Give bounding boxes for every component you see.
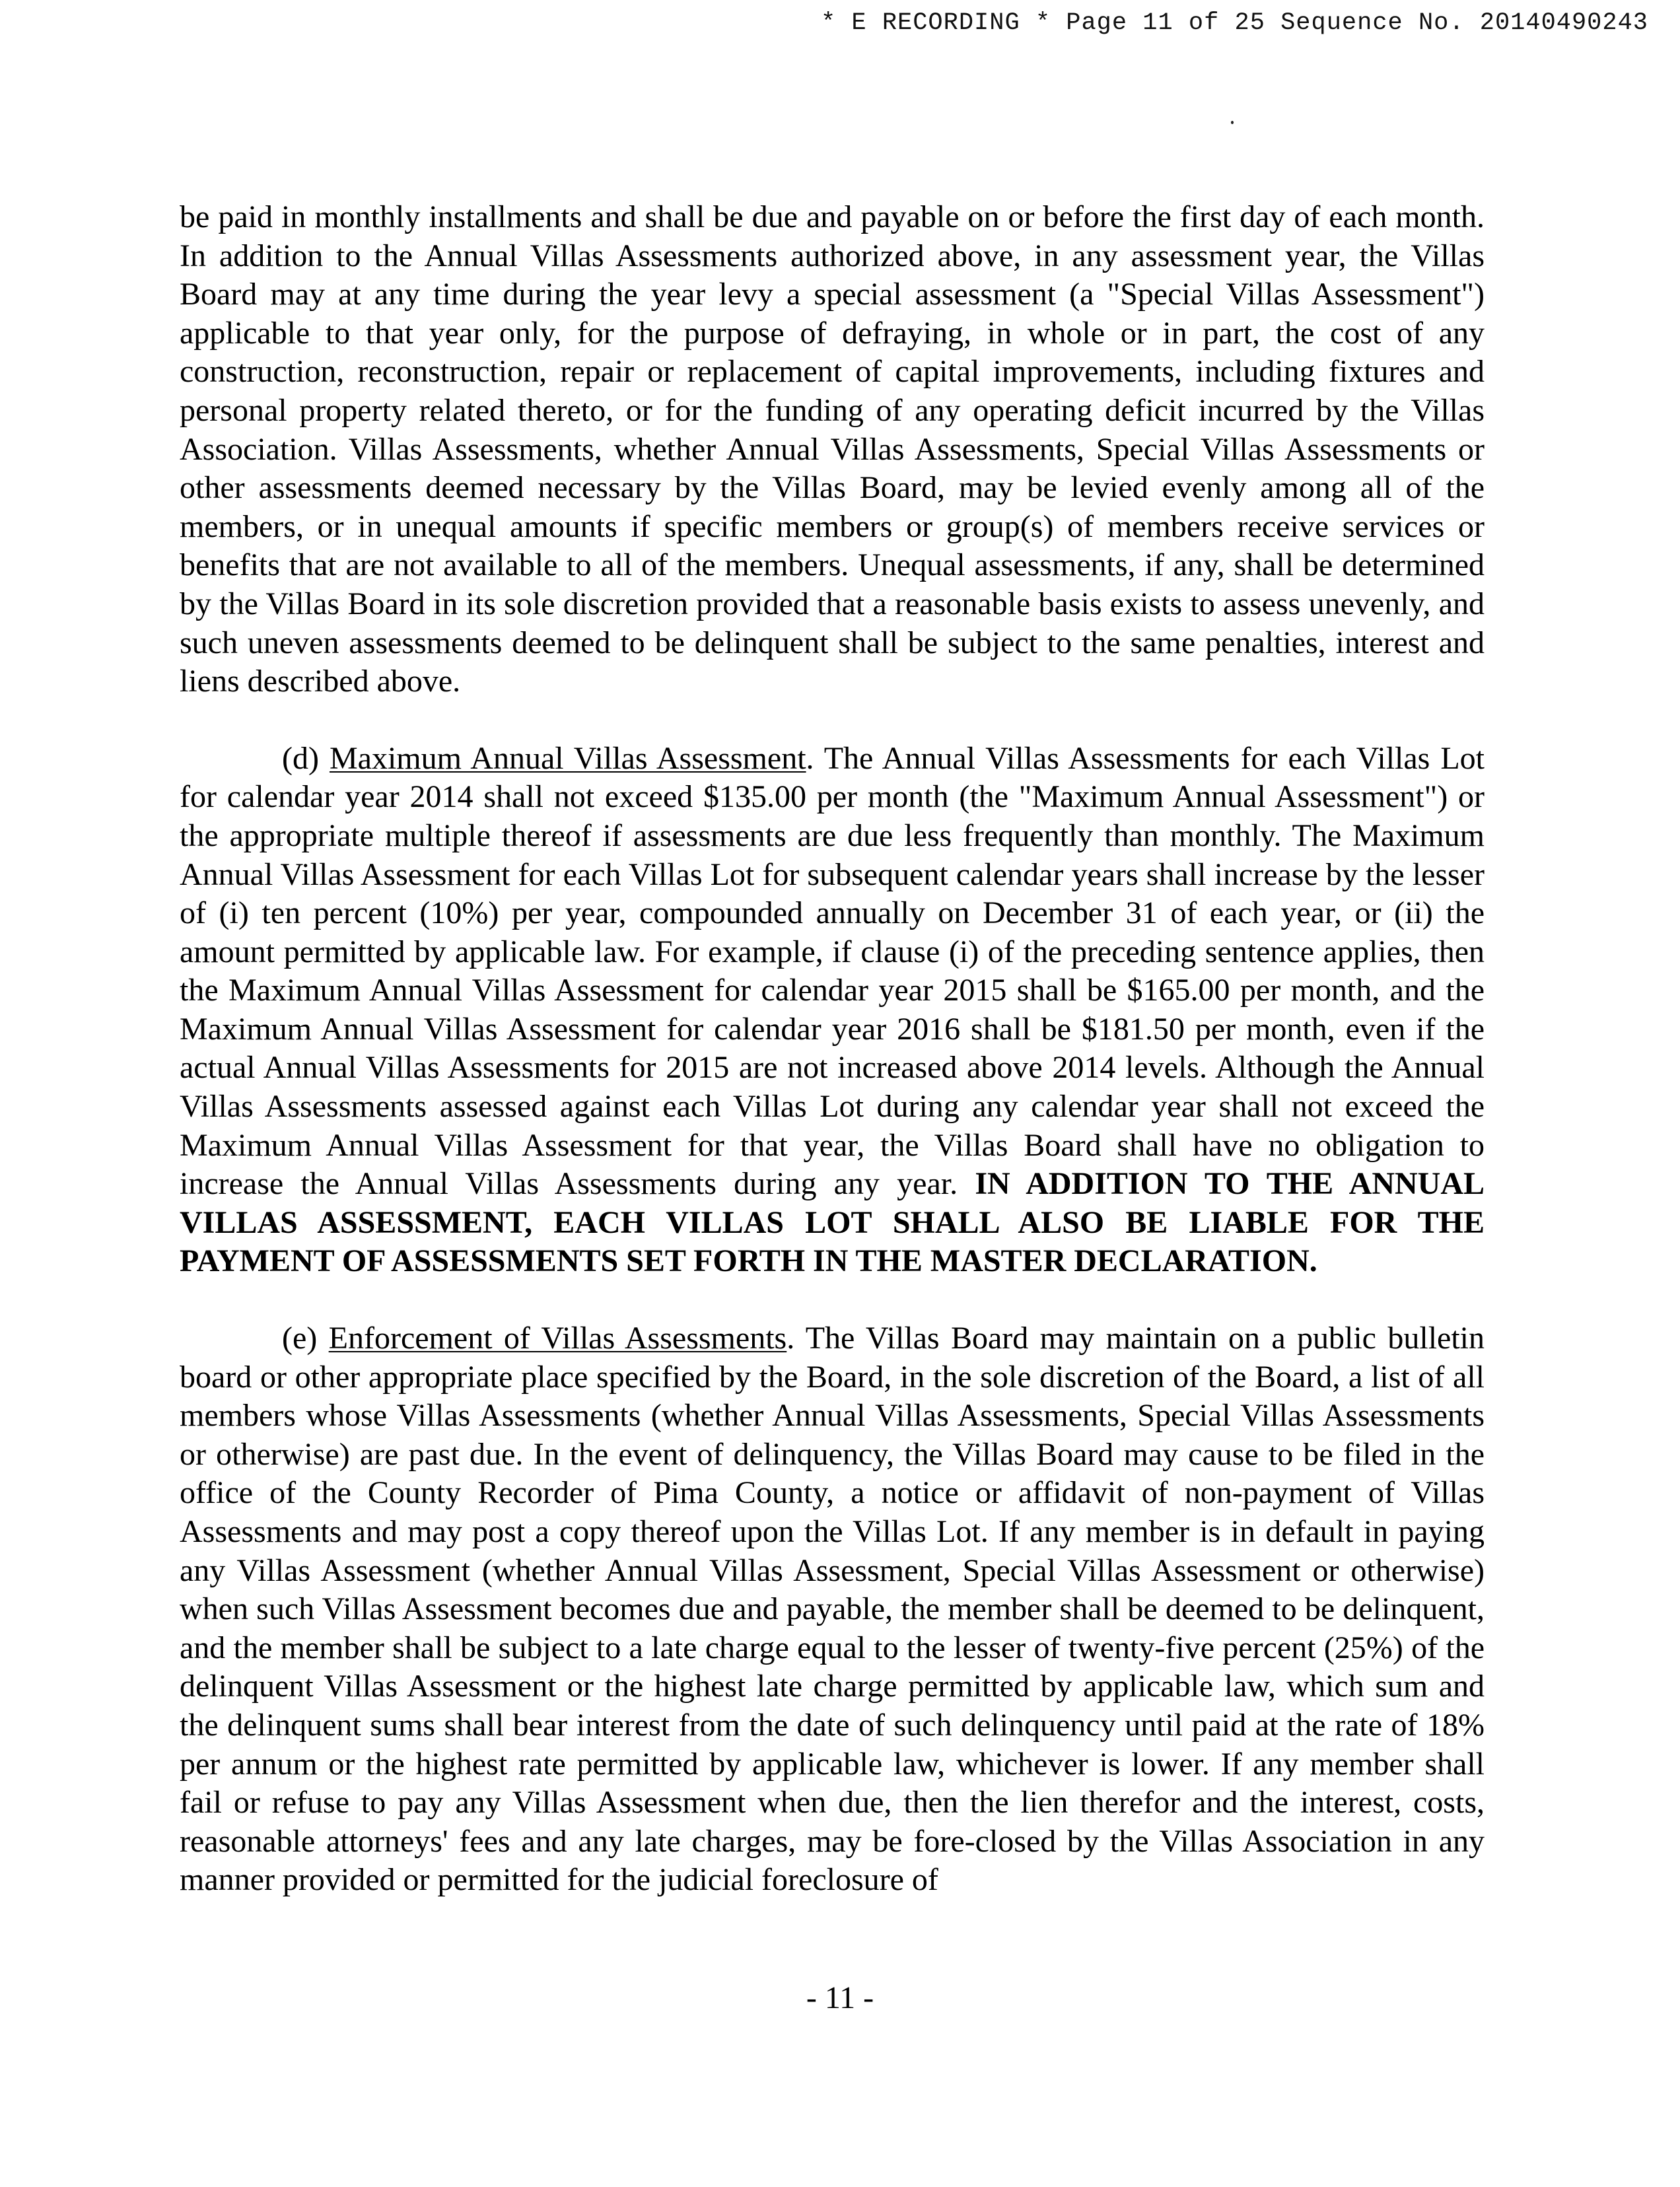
paragraph-continuation xyxy=(180,198,1485,701)
section-label: (d) xyxy=(282,740,319,776)
section-label: (e) xyxy=(282,1321,318,1356)
recording-header: * E RECORDING * Page 11 of 25 Sequence No. 20140490243 xyxy=(821,9,1648,37)
paragraph-d xyxy=(180,740,1485,1281)
paragraph-text: The Annual Villas Assessments for each Villas Lot for calendar year 2014 shall not exceed $135.00 per month (the "Maximum Annual Assessment") or the appropriate multiple thereof if assessments are due less frequently than monthly. The Maximum Annual Villas Assessment for each Villas Lot for subsequent calendar years shall increase by the lesser of (i) ten percent (10%) per year, compounded annually on December 31 of each year, or (ii) the amount permitted by applicable law. For example, if clause (i) of the preceding sentence applies, then the Maximum Annual Villas Assessment for calendar year 2015 shall be $165.00 per month, and the Maximum Annual Villas Assessment for calendar year 2016 shall be $181.50 per month, even if the actual Annual Villas Assessments for 2015 are not increased above 2014 levels. Although the Annual Villas Assessments assessed against each Villas Lot during any calendar year shall not exceed the Maximum Annual Villas Assessment for that year, the Villas Board shall have no obligation to increase the Annual Villas Assessments during any year. xyxy=(180,740,1485,1202)
paragraph-text: The Villas Board may maintain on a public bulletin board or other appropriate place specified by the Board, in the sole discretion of the Board, a list of all members whose Villas Assessments (whether Annual Villas Assessments, Special Villas Assessments or otherwise) are past due. In the event of delinquency, the Villas Board may cause to be filed in the office of the County Recorder of Pima County, a notice or affidavit of non-payment of Villas Assessments and may post a copy thereof upon the Villas Lot. If any member is in default in paying any Villas Assessment (whether Annual Villas Assessment, Special Villas Assessment or otherwise) when such Villas Assessment becomes due and payable, the member shall be deemed to be delinquent, and the member shall be subject to a late charge equal to the lesser of twenty-five percent (25%) of the delinquent Villas Assessment or the highest late charge permitted by applicable law, which sum and the delinquent sums shall bear interest from the date of such delinquency until paid at the rate of 18% per annum or the highest rate permitted by applicable law, whichever is lower. If any member shall fail or refuse to pay any Villas Assessment when due, then the lien therefor and the interest, costs, reasonable attorneys' fees and any late charges, may be fore-closed by the Villas Association in any manner provided or permitted for the judicial foreclosure of xyxy=(180,1321,1485,1898)
paragraph-text: be paid in monthly installments and shall be due and payable on or before the first day of each month. In addition to the Annual Villas Assessments authorized above, in any assessment year, the Villas Board may at any time during the year levy a special assessment (a "Special Villas Assessment") applicable to that year only, for the purpose of defraying, in whole or in part, the cost of any construction, reconstruction, repair or replacement of capital improvements, including fixtures and personal property related thereto, or for the funding of any operating deficit incurred by the Villas Association. Villas Assessments, whether Annual Villas Assessments, Special Villas Assessments or other assessments deemed necessary by the Villas Board, may be levied evenly among all of the members, or in unequal amounts if specific members or group(s) of members receive services or benefits that are not available to all of the members. Unequal assessments, if any, shall be determined by the Villas Board in its sole discretion provided that a reasonable basis exists to assess unevenly, and such uneven assessments deemed to be delinquent shall be subject to the same penalties, interest and liens described above. xyxy=(180,199,1485,699)
heading-punctuation: . xyxy=(806,740,814,776)
document-body xyxy=(180,198,1485,1938)
section-heading: Maximum Annual Villas Assessment xyxy=(329,740,806,776)
heading-punctuation: . xyxy=(787,1321,795,1356)
paragraph-e xyxy=(180,1319,1485,1900)
page-number: - 11 - xyxy=(806,1980,874,2015)
bold-notice: IN ADDITION TO THE ANNUAL VILLAS ASSESSMENT, EACH VILLAS LOT SHALL ALSO BE LIABLE FOR THE PAYMENT OF ASSESSMENTS SET FORTH IN THE MASTER DECLARATION. xyxy=(180,1166,1485,1279)
scan-speck xyxy=(1231,121,1234,124)
section-heading: Enforcement of Villas Assessments xyxy=(328,1321,787,1356)
